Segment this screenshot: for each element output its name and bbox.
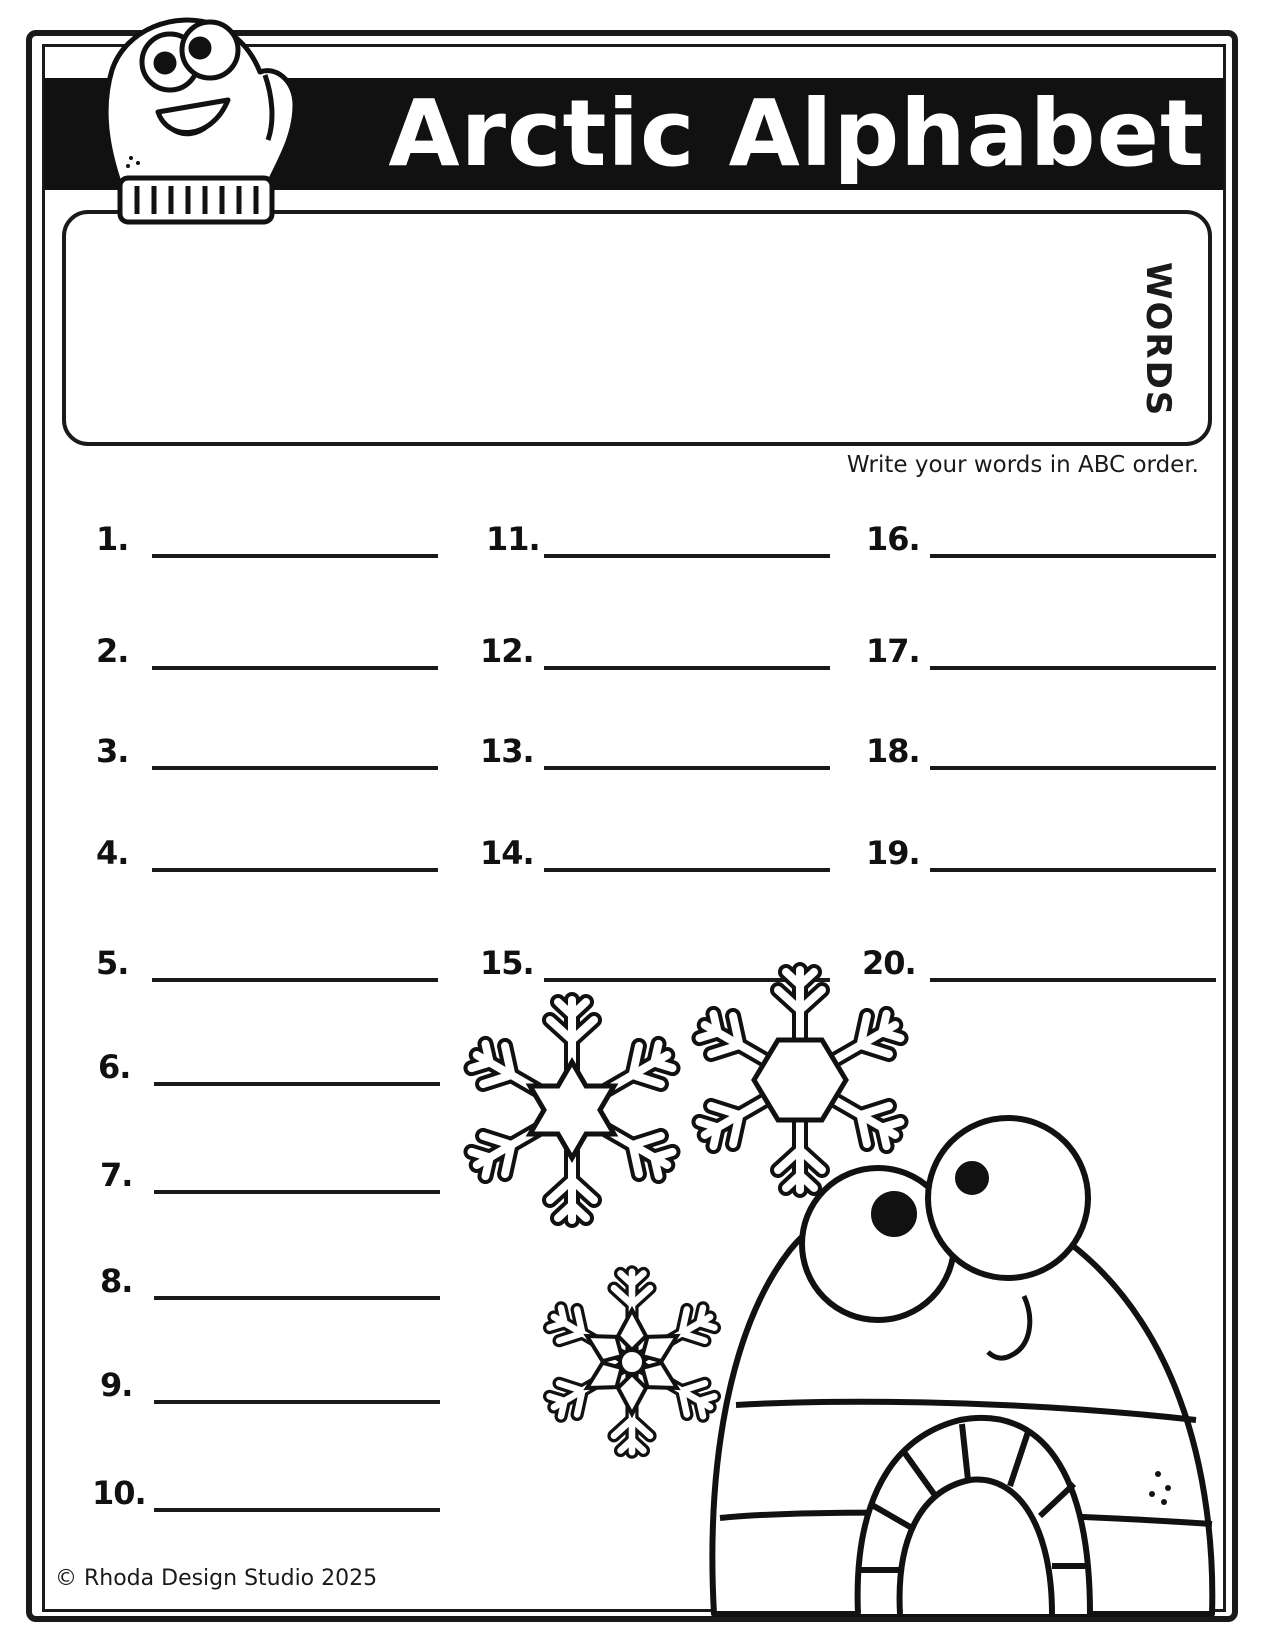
- line-number: 5.: [96, 944, 129, 982]
- line-number: 7.: [100, 1156, 133, 1194]
- line-number: 14.: [480, 834, 534, 872]
- line-number: 15.: [480, 944, 534, 982]
- line-number: 13.: [480, 732, 534, 770]
- line-number: 18.: [866, 732, 920, 770]
- instruction-text: Write your words in ABC order.: [846, 452, 1199, 478]
- copyright-text: © Rhoda Design Studio 2025: [55, 1566, 378, 1591]
- line-number: 19.: [866, 834, 920, 872]
- line-number: 8.: [100, 1262, 133, 1300]
- line-number: 2.: [96, 632, 129, 670]
- line-number: 4.: [96, 834, 129, 872]
- word-bank-label: WORDS: [1138, 262, 1178, 418]
- line-number: 10.: [92, 1474, 146, 1512]
- page-title: Arctic Alphabet: [388, 80, 1205, 187]
- mitten-character-icon: [106, 20, 295, 222]
- line-number: 20.: [862, 944, 916, 982]
- line-number: 16.: [866, 520, 920, 558]
- line-number: 17.: [866, 632, 920, 670]
- line-number: 3.: [96, 732, 129, 770]
- line-number: 11.: [486, 520, 540, 558]
- line-number: 9.: [100, 1366, 133, 1404]
- line-number: 12.: [480, 632, 534, 670]
- line-number: 6.: [98, 1048, 131, 1086]
- line-number: 1.: [96, 520, 129, 558]
